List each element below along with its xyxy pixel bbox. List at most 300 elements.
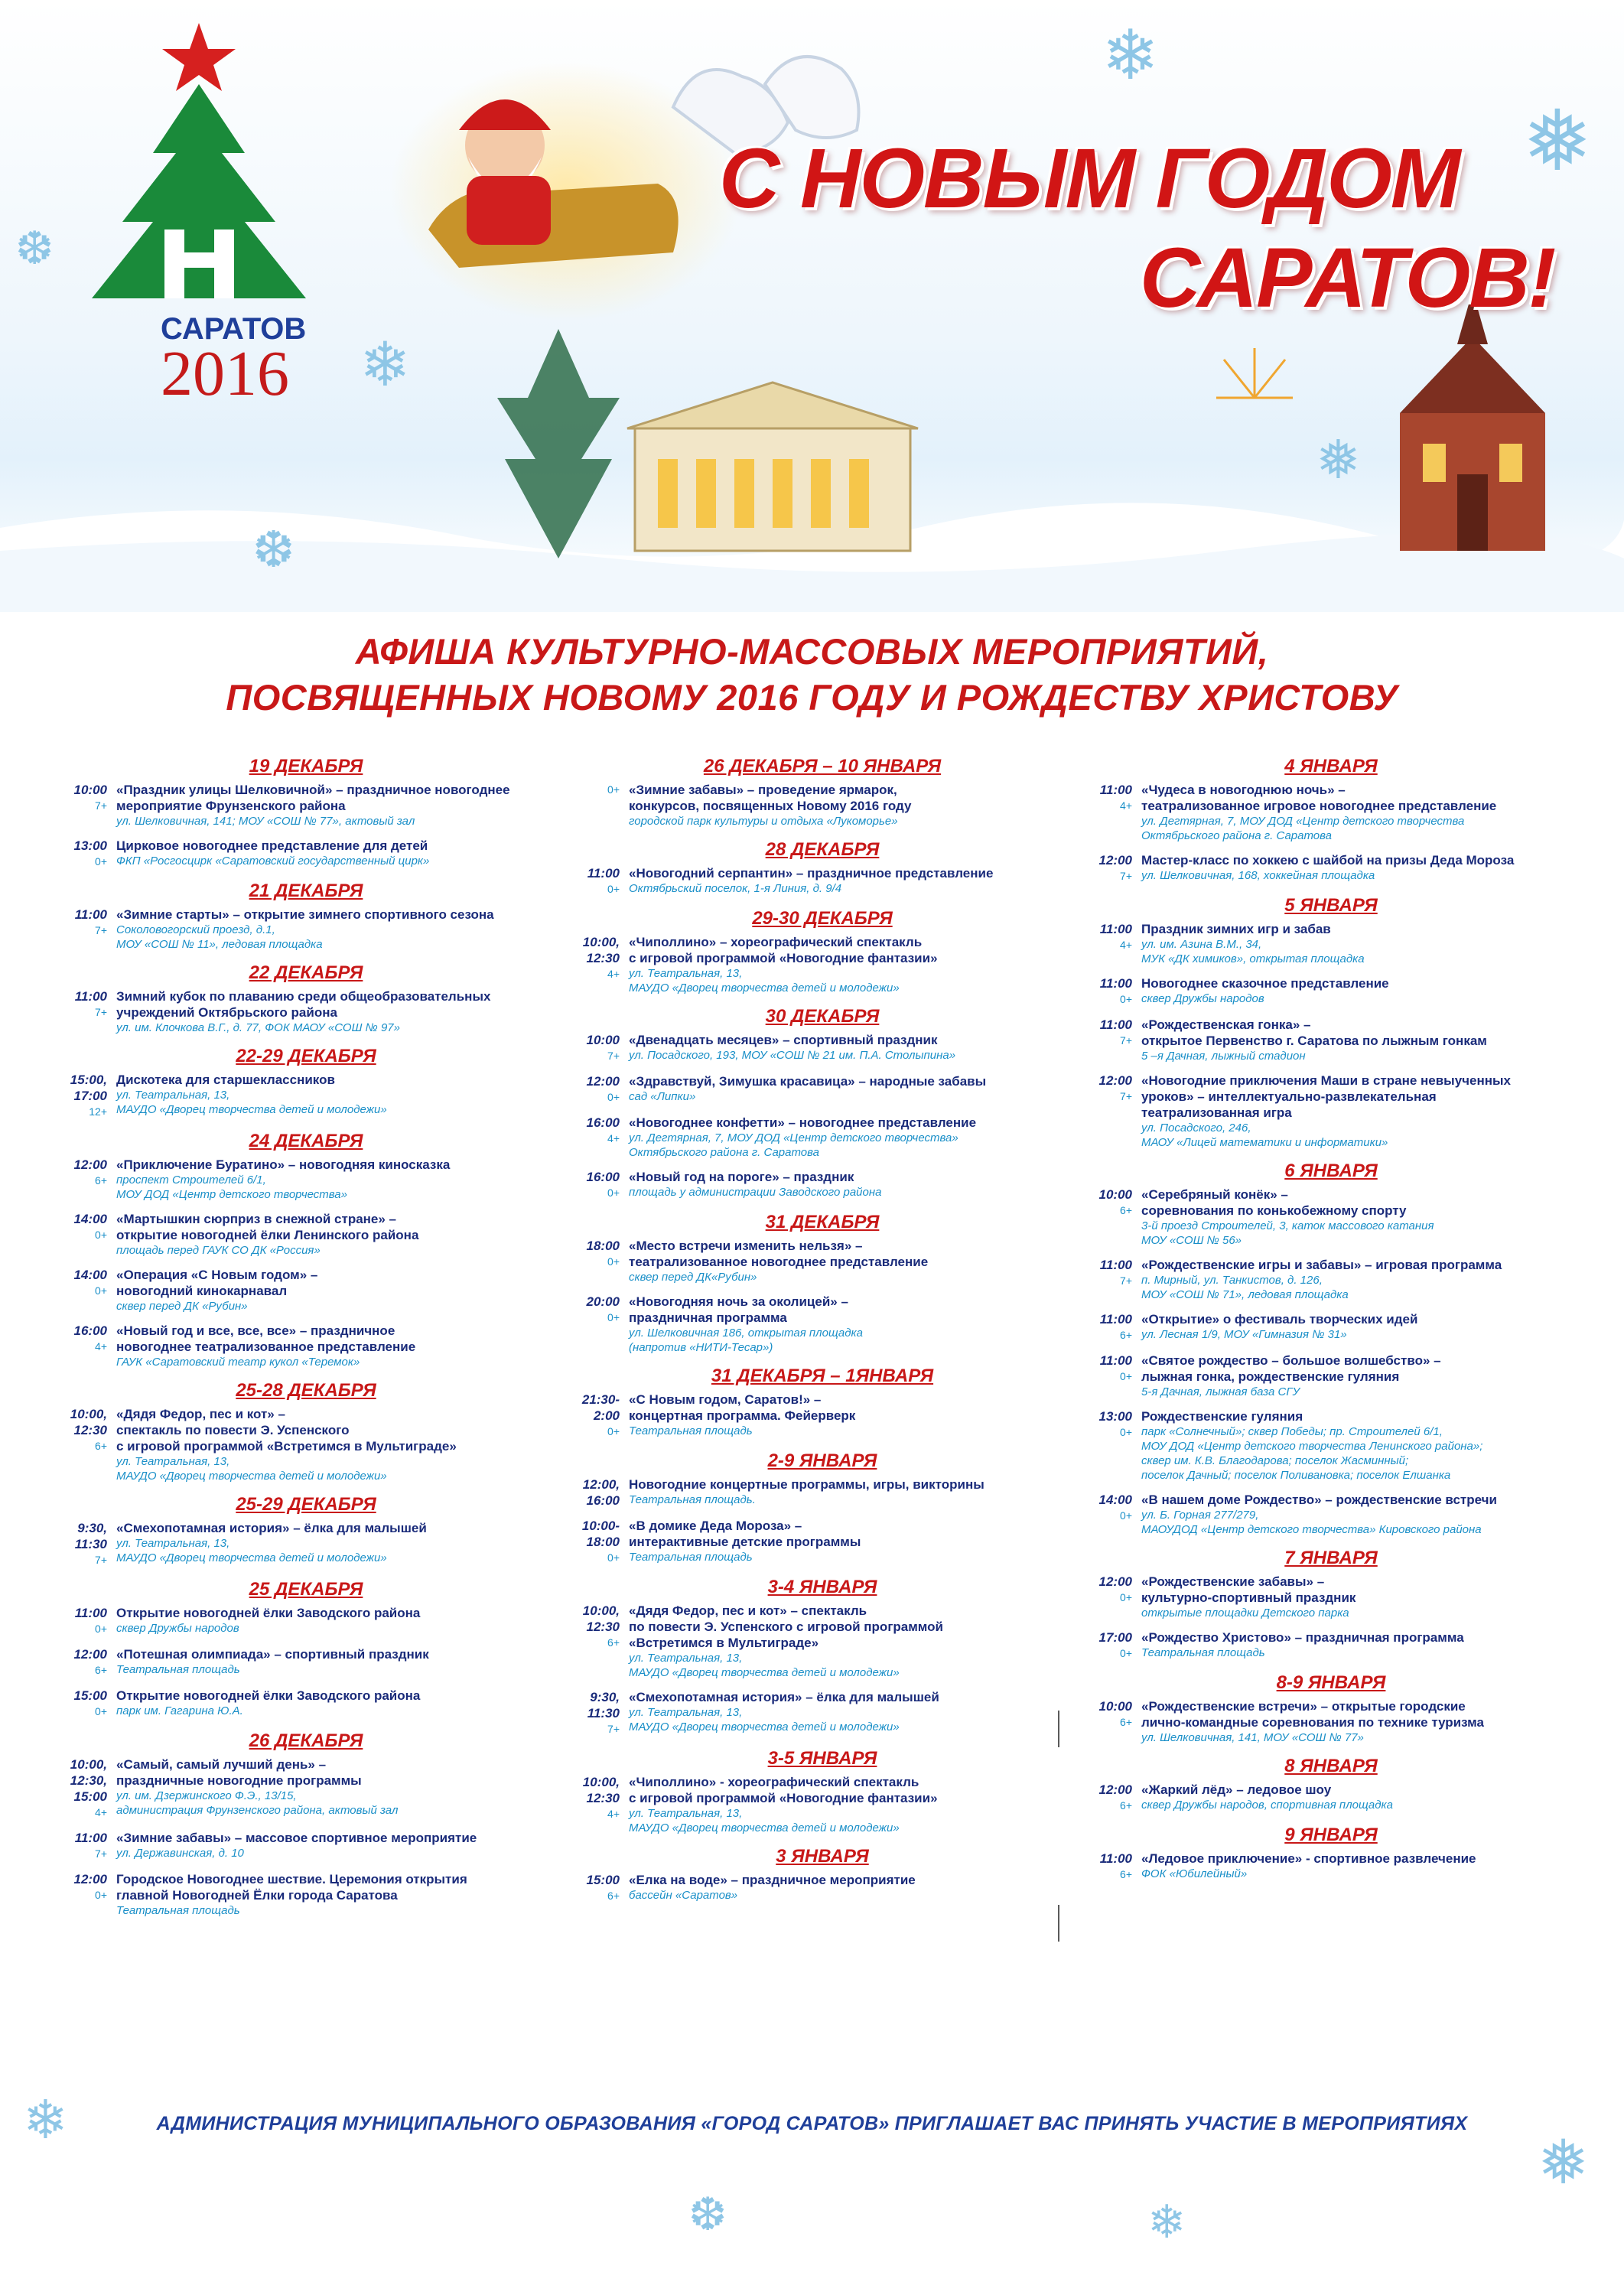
event-title: «Зимние забавы» – массовое спортивное мероприятие (116, 1831, 477, 1845)
event-title: «Приключение Буратино» – новогодняя киносказка (116, 1157, 451, 1172)
age-rating: 0+ (95, 1284, 107, 1297)
event-time: 10:00 (1098, 1187, 1132, 1202)
event-time-block (574, 1238, 629, 1284)
event-venue: ул. Театральная, 13, МАУДО «Дворец творчества детей и молодежи» (116, 1455, 387, 1483)
event-title: Зимний кубок по плаванию среди общеобразовательных учреждений Октябрьского района (116, 989, 491, 1020)
age-rating: 0+ (607, 1091, 620, 1103)
event-venue: 3-й проезд Строителей, 3, каток массового катания МОУ «СОШ № 56» (1141, 1219, 1434, 1247)
age-rating: 0+ (1120, 1370, 1132, 1382)
event-time-block (574, 782, 629, 828)
age-rating: 6+ (1120, 1716, 1132, 1728)
schedule-column-1 (61, 750, 551, 1927)
event-venue: ул. Лесная 1/9, МОУ «Гимназия № 31» (1141, 1328, 1347, 1341)
event-time-block (574, 1689, 629, 1737)
event-title: «Открытие» о фестиваль творческих идей (1141, 1312, 1418, 1327)
event-time: 11:00 (1099, 1353, 1132, 1368)
event-time-block (1086, 1311, 1141, 1343)
age-rating: 0+ (607, 883, 620, 895)
event-time: 12:00 (586, 1074, 620, 1089)
event-item (1086, 1629, 1576, 1662)
event-title: Открытие новогодней ёлки Заводского района (116, 1606, 421, 1620)
age-rating: 7+ (1120, 870, 1132, 882)
event-venue: сквер Дружбы народов (116, 1622, 239, 1635)
age-rating: 0+ (95, 855, 107, 868)
date-heading: 29-30 ДЕКАБРЯ (752, 908, 893, 929)
poster-title-line-2: ПОСВЯЩЕННЫХ НОВОМУ 2016 ГОДУ И РОЖДЕСТВУ ХРИСТОВУ (226, 677, 1398, 718)
event-title: Цирковое новогоднее представление для детей (116, 838, 428, 853)
event-time: 12:00 (1098, 1782, 1132, 1797)
age-rating: 0+ (1120, 1509, 1132, 1522)
event-item (61, 1688, 551, 1720)
event-item (1086, 1782, 1576, 1814)
age-rating: 6+ (607, 1636, 620, 1649)
event-time: 14:00 (73, 1268, 107, 1282)
event-venue: ул. Театральная, 13, МАУДО «Дворец творчества детей и молодежи» (629, 1706, 900, 1733)
snowflake-icon: ❄ (360, 329, 412, 400)
event-venue: ул. Державинская, д. 10 (116, 1847, 244, 1860)
event-item (574, 1872, 1071, 1904)
date-heading: 4 ЯНВАРЯ (1284, 756, 1378, 776)
event-venue: 5-я Дачная, лыжная база СГУ (1141, 1385, 1300, 1398)
schedule-column-2 (574, 750, 1071, 1913)
footer-invitation: АДМИНИСТРАЦИЯ МУНИЦИПАЛЬНОГО ОБРАЗОВАНИЯ «ГОРОД САРАТОВ» ПРИГЛАШАЕТ ВАС ПРИНЯТЬ УЧАСТИЕ В МЕРОПРИЯТИЯХ (156, 2113, 1468, 2134)
event-time-block (1086, 1698, 1141, 1745)
event-item (61, 1871, 551, 1918)
event-item (61, 838, 551, 870)
event-item (574, 1392, 1071, 1440)
age-rating: 6+ (95, 1440, 107, 1452)
event-venue: открытые площадки Детского парка (1141, 1606, 1349, 1620)
event-item (1086, 1492, 1576, 1537)
age-rating: 0+ (607, 783, 620, 796)
date-heading: 26 ДЕКАБРЯ (249, 1730, 363, 1751)
date-heading: 3 ЯНВАРЯ (776, 1846, 869, 1867)
snowflake-icon: ❆ (15, 222, 54, 275)
age-rating: 0+ (1120, 1647, 1132, 1659)
event-time-block (1086, 921, 1141, 966)
date-heading: 3-4 ЯНВАРЯ (767, 1577, 877, 1597)
event-item (574, 1603, 1071, 1680)
date-heading: 31 ДЕКАБРЯ – 1ЯНВАРЯ (711, 1366, 934, 1386)
event-time-block (574, 1476, 629, 1509)
event-time: 9:30, 11:30 (587, 1690, 620, 1720)
age-rating: 0+ (95, 1229, 107, 1241)
event-venue: проспект Строителей 6/1, МОУ ДОД «Центр детского творчества» (116, 1174, 347, 1201)
age-rating: 7+ (95, 1006, 107, 1018)
event-title: «Самый, самый лучший день» – праздничные новогодние программы (116, 1757, 362, 1788)
snowflake-icon: ❆ (252, 520, 295, 579)
event-time-block (574, 1073, 629, 1105)
snowflake-icon: ❆ (688, 2188, 727, 2241)
event-time: 10:00, 12:30 (582, 1603, 620, 1634)
date-heading: 22-29 ДЕКАБРЯ (236, 1046, 376, 1066)
snowflake-icon: ❅ (1316, 428, 1361, 491)
event-item (574, 1115, 1071, 1160)
greeting-line-1: С НОВЫМ ГОДОМ (719, 132, 1460, 226)
event-time-block (61, 1520, 116, 1568)
event-time-block (574, 865, 629, 897)
column-divider (1058, 1905, 1059, 1942)
event-item (574, 1032, 1071, 1064)
event-venue: п. Мирный, ул. Танкистов, д. 126, МОУ «СОШ № 71», ледовая площадка (1141, 1274, 1349, 1301)
event-time-block (574, 1294, 629, 1355)
event-item (61, 1646, 551, 1678)
event-time-block (1086, 1851, 1141, 1883)
age-rating: 0+ (1120, 1591, 1132, 1603)
event-title: «Новый год и все, все, все» – праздничное новогоднее театрализованное представление (116, 1323, 416, 1354)
event-time: 11:00 (587, 866, 620, 881)
event-time-block (61, 1267, 116, 1314)
event-time-block (61, 1756, 116, 1821)
event-time-block (61, 907, 116, 952)
event-time: 16:00 (586, 1115, 620, 1130)
event-time-block (574, 1774, 629, 1835)
event-time: 15:00 (73, 1688, 107, 1703)
event-title: «Зимние забавы» – проведение ярмарок, конкурсов, посвященных Новому 2016 году (629, 783, 912, 813)
event-item (61, 1211, 551, 1258)
event-time-block (1086, 782, 1141, 843)
age-rating: 0+ (607, 1255, 620, 1268)
event-time: 11:00 (1099, 1017, 1132, 1032)
event-title: «Новогодняя ночь за околицей» – праздничная программа (629, 1294, 848, 1325)
event-title: «Место встречи изменить нельзя» – театрализованное новогоднее представление (629, 1239, 929, 1269)
event-item (574, 1476, 1071, 1509)
age-rating: 7+ (95, 1554, 107, 1566)
event-title: «Операция «С Новым годом» – новогодний кинокарнавал (116, 1268, 318, 1298)
age-rating: 0+ (607, 1551, 620, 1564)
date-heading: 5 ЯНВАРЯ (1284, 895, 1378, 916)
event-venue: ул. им. Азина В.М., 34, МУК «ДК химиков», открытая площадка (1141, 938, 1365, 965)
event-time-block (1086, 1782, 1141, 1814)
event-time: 11:00 (1099, 976, 1132, 991)
event-venue: ул. Дегтярная, 7, МОУ ДОД «Центр детского творчества Октябрьского района г. Саратова (1141, 815, 1465, 842)
event-venue: площадь у администрации Заводского района (629, 1186, 882, 1199)
event-venue: Октябрьский поселок, 1-я Линия, д. 9/4 (629, 882, 842, 895)
age-rating: 7+ (607, 1723, 620, 1735)
event-time: 18:00 (586, 1239, 620, 1253)
event-time-block (61, 1871, 116, 1918)
event-time-block (574, 1872, 629, 1904)
event-item (574, 1073, 1071, 1105)
event-item (574, 1774, 1071, 1835)
age-rating: 7+ (95, 1847, 107, 1860)
event-item (1086, 1017, 1576, 1063)
age-rating: 0+ (607, 1425, 620, 1437)
date-heading: 8 ЯНВАРЯ (1284, 1756, 1378, 1776)
date-heading: 25-29 ДЕКАБРЯ (236, 1494, 376, 1515)
event-venue: ул. Дегтярная, 7, МОУ ДОД «Центр детского творчества» Октябрьского района г. Саратова (629, 1131, 958, 1159)
event-time: 11:00 (1099, 1851, 1132, 1866)
event-item (574, 934, 1071, 995)
event-time: 10:00, 12:30, 15:00 (70, 1757, 107, 1804)
event-item (1086, 921, 1576, 966)
age-rating: 0+ (95, 1705, 107, 1717)
event-time-block (61, 1211, 116, 1258)
event-time: 9:30, 11:30 (74, 1521, 107, 1551)
event-venue: Театральная площадь. (629, 1493, 756, 1506)
event-time-block (61, 1157, 116, 1202)
event-title: Городское Новогоднее шествие. Церемония открытия главной Новогодней Ёлки города Саратова (116, 1872, 467, 1903)
event-venue: Театральная площадь (1141, 1646, 1265, 1659)
event-item (1086, 852, 1576, 884)
event-venue: ул. им. Клочкова В.Г., д. 77, ФОК МАОУ «СОШ № 97» (116, 1021, 400, 1034)
event-title: «Потешная олимпиада» – спортивный праздник (116, 1647, 429, 1662)
event-time: 10:00, 12:30 (70, 1407, 107, 1437)
age-rating: 4+ (607, 1132, 620, 1144)
event-title: «Смехопотамная история» – ёлка для малышей (629, 1690, 939, 1704)
event-time-block (61, 1830, 116, 1862)
age-rating: 0+ (95, 1889, 107, 1901)
event-time-block (61, 1605, 116, 1637)
event-venue: сквер Дружбы народов (1141, 992, 1264, 1005)
age-rating: 0+ (1120, 993, 1132, 1005)
greeting-line-2: САРАТОВ! (1140, 231, 1555, 325)
schedule-column-3 (1086, 750, 1576, 1892)
event-time-block (574, 1603, 629, 1680)
event-item (1086, 975, 1576, 1008)
event-time-block (1086, 1257, 1141, 1302)
event-time: 11:00 (74, 1831, 107, 1845)
event-item (574, 1169, 1071, 1201)
date-heading: 24 ДЕКАБРЯ (249, 1131, 363, 1151)
age-rating: 4+ (1120, 939, 1132, 951)
event-title: «В нашем доме Рождество» – рождественские встречи (1141, 1493, 1497, 1507)
event-title: «Святое рождество – большое волшебство» – лыжная гонка, рождественские гуляния (1141, 1353, 1441, 1384)
event-time-block (1086, 1187, 1141, 1248)
age-rating: 6+ (607, 1890, 620, 1902)
event-venue: сквер перед ДК«Рубин» (629, 1271, 757, 1284)
event-title: Праздник зимних игр и забав (1141, 922, 1331, 936)
event-time: 11:00 (1099, 1258, 1132, 1272)
event-venue: ул. Шелковичная 186, открытая площадка (напротив «НИТИ-Тесар») (629, 1327, 863, 1354)
snowflake-icon: ❅ (1538, 2127, 1590, 2198)
column-divider (1058, 1711, 1059, 1747)
event-title: «Зимние старты» – открытие зимнего спортивного сезона (116, 907, 494, 922)
date-heading: 3-5 ЯНВАРЯ (767, 1748, 877, 1769)
event-venue: ул. Посадского, 246, МАОУ «Лицей математики и информатики» (1141, 1121, 1388, 1149)
event-title: «Дядя Федор, пес и кот» – спектакль по повести Э. Успенского с игровой программой «Встретимся в Мультиграде» (116, 1407, 457, 1454)
event-time-block (574, 1392, 629, 1440)
event-time-block (61, 1406, 116, 1483)
event-venue: бассейн «Саратов» (629, 1889, 738, 1902)
event-venue: ул. Театральная, 13, МАУДО «Дворец творчества детей и молодежи» (629, 1807, 900, 1834)
date-heading: 2-9 ЯНВАРЯ (767, 1450, 877, 1471)
event-title: «Рождественская гонка» – открытое Первенство г. Саратова по лыжным гонкам (1141, 1017, 1487, 1048)
red-star-icon (162, 23, 236, 91)
event-title: Мастер-класс по хоккею с шайбой на призы Деда Мороза (1141, 853, 1515, 868)
event-title: Рождественские гуляния (1141, 1409, 1303, 1424)
event-venue: ГАУК «Саратовский театр кукол «Теремок» (116, 1356, 360, 1369)
event-title: «Чиполлино» – хореографический спектакль с игровой программой «Новогодние фантазии» (629, 935, 938, 965)
event-title: «Здравствуй, Зимушка красавица» – народные забавы (629, 1074, 987, 1089)
event-item (574, 1238, 1071, 1284)
event-time-block (1086, 1492, 1141, 1537)
event-venue: ФОК «Юбилейный» (1141, 1867, 1248, 1880)
event-title: «Серебряный конёк» – соревнования по конькобежному спорту (1141, 1187, 1407, 1218)
event-time-block (1086, 1017, 1141, 1063)
event-item (61, 1605, 551, 1637)
event-item (61, 1157, 551, 1202)
age-rating: 4+ (607, 968, 620, 980)
event-title: «Праздник улицы Шелковичной» – праздничное новогоднее мероприятие Фрунзенского района (116, 783, 510, 813)
event-venue: Театральная площадь (116, 1904, 240, 1917)
age-rating: 7+ (1120, 1034, 1132, 1047)
event-item (61, 988, 551, 1035)
age-rating: 0+ (1120, 1426, 1132, 1438)
date-heading: 30 ДЕКАБРЯ (765, 1006, 880, 1027)
event-title: «Дядя Федор, пес и кот» – спектакль по повести Э. Успенского с игровой программой «Встретимся в Мультиграде» (629, 1603, 943, 1650)
event-item (1086, 1187, 1576, 1248)
event-title: «Рождественские забавы» – культурно-спортивный праздник (1141, 1574, 1356, 1605)
event-time: 14:00 (1098, 1493, 1132, 1507)
age-rating: 4+ (607, 1808, 620, 1820)
event-title: Дискотека для старшеклассников (116, 1073, 335, 1087)
event-time: 11:00 (74, 1606, 107, 1620)
event-time: 10:00, 12:30 (582, 1775, 620, 1805)
event-time-block (574, 1169, 629, 1201)
snowflake-icon: ❄ (1102, 15, 1160, 96)
event-venue: сад «Липки» (629, 1090, 696, 1103)
event-item (1086, 1073, 1576, 1150)
event-time: 10:00 (73, 783, 107, 797)
event-time: 11:00 (74, 989, 107, 1004)
fireworks-illustration (1216, 348, 1293, 398)
event-item (1086, 1257, 1576, 1302)
city-logo (46, 23, 337, 409)
age-rating: 7+ (607, 1050, 620, 1062)
age-rating: 6+ (1120, 1799, 1132, 1812)
age-rating: 6+ (1120, 1868, 1132, 1880)
event-venue: ул. Б. Горная 277/279, МАОУДОД «Центр детского творчества» Кировского района (1141, 1509, 1482, 1536)
age-rating: 4+ (1120, 799, 1132, 812)
event-title: Новогодние концертные программы, игры, викторины (629, 1477, 984, 1492)
date-heading: 19 ДЕКАБРЯ (249, 756, 363, 776)
event-item (61, 907, 551, 952)
age-rating: 6+ (95, 1664, 107, 1676)
event-time-block (61, 1646, 116, 1678)
event-venue: Театральная площадь (629, 1424, 753, 1437)
date-heading: 6 ЯНВАРЯ (1284, 1161, 1378, 1181)
event-item (574, 1294, 1071, 1355)
event-time: 10:00, 12:30 (582, 935, 620, 965)
date-heading: 21 ДЕКАБРЯ (249, 881, 363, 901)
event-time-block (61, 838, 116, 870)
date-heading: 22 ДЕКАБРЯ (249, 962, 363, 983)
date-heading: 26 ДЕКАБРЯ – 10 ЯНВАРЯ (703, 756, 942, 776)
snowflake-icon: ❅ (1522, 92, 1593, 190)
event-item (1086, 1408, 1576, 1483)
event-item (574, 1518, 1071, 1566)
event-time: 11:00 (74, 907, 107, 922)
event-item (1086, 1851, 1576, 1883)
event-time: 16:00 (586, 1170, 620, 1184)
event-title: «Новый год на пороге» – праздник (629, 1170, 854, 1184)
event-title: «Рождественские встречи» – открытые городские лично-командные соревнования по технике туризма (1141, 1699, 1484, 1730)
age-rating: 6+ (95, 1174, 107, 1187)
event-item (574, 865, 1071, 897)
age-rating: 7+ (95, 924, 107, 936)
event-time: 10:00 (1098, 1699, 1132, 1714)
event-item (61, 1406, 551, 1483)
event-time-block (1086, 1629, 1141, 1662)
theatre-building-illustration (627, 382, 918, 551)
event-item (61, 782, 551, 828)
date-heading: 28 ДЕКАБРЯ (765, 839, 880, 860)
date-heading: 31 ДЕКАБРЯ (765, 1212, 880, 1232)
event-time-block (61, 1072, 116, 1120)
event-title: «Жаркий лёд» – ледовое шоу (1141, 1782, 1332, 1797)
event-title: «Новогодний серпантин» – праздничное представление (629, 866, 994, 881)
date-heading: 25 ДЕКАБРЯ (249, 1579, 363, 1600)
event-item (1086, 1698, 1576, 1745)
event-time-block (574, 1115, 629, 1160)
event-item (61, 1267, 551, 1314)
event-venue: Соколовогорский проезд, д.1, МОУ «СОШ № 11», ледовая площадка (116, 923, 323, 951)
event-venue: 5 –я Дачная, лыжный стадион (1141, 1050, 1306, 1063)
age-rating: 7+ (95, 799, 107, 812)
event-time-block (574, 1032, 629, 1064)
event-time: 13:00 (1098, 1409, 1132, 1424)
event-venue: сквер Дружбы народов, спортивная площадка (1141, 1799, 1393, 1812)
event-venue: ул. Театральная, 13, МАУДО «Дворец творчества детей и молодежи» (629, 967, 900, 994)
date-heading: 25-28 ДЕКАБРЯ (236, 1380, 376, 1401)
event-item (61, 1830, 551, 1862)
logo-city-name: САРАТОВ (161, 312, 307, 346)
event-item (574, 782, 1071, 828)
poster-title-line-1: АФИША КУЛЬТУРНО-МАССОВЫХ МЕРОПРИЯТИЙ, (355, 631, 1269, 672)
date-heading: 8-9 ЯНВАРЯ (1276, 1672, 1386, 1693)
event-time-block (1086, 1574, 1141, 1620)
event-title: «Новогодние приключения Маши в стране невыученных уроков» – интеллектуально-развлекательная театрализованная игра (1141, 1073, 1511, 1120)
event-item (1086, 782, 1576, 843)
event-time-block (1086, 852, 1141, 884)
event-item (61, 1756, 551, 1821)
age-rating: 7+ (1120, 1090, 1132, 1102)
event-time: 12:00 (73, 1647, 107, 1662)
event-time-block (1086, 1073, 1141, 1150)
event-time: 11:00 (1099, 1312, 1132, 1327)
age-rating: 0+ (607, 1311, 620, 1323)
event-time-block (61, 782, 116, 828)
event-venue: парк им. Гагарина Ю.А. (116, 1704, 243, 1717)
event-time: 15:00 (586, 1873, 620, 1887)
event-item (574, 1689, 1071, 1737)
conservatory-building-illustration (1400, 291, 1545, 551)
age-rating: 6+ (1120, 1329, 1132, 1341)
age-rating: 4+ (95, 1340, 107, 1353)
christmas-tree-logo-icon (46, 23, 337, 344)
event-venue: площадь перед ГАУК СО ДК «Россия» (116, 1244, 321, 1257)
event-item (61, 1520, 551, 1568)
event-title: «Елка на воде» – праздничное мероприятие (629, 1873, 916, 1887)
event-time: 20:00 (586, 1294, 620, 1309)
event-time: 10:00- 18:00 (581, 1519, 620, 1549)
event-title: «Двенадцать месяцев» – спортивный праздник (629, 1033, 938, 1047)
event-time: 15:00, 17:00 (70, 1073, 107, 1103)
event-venue: ул. Шелковичная, 168, хоккейная площадка (1141, 869, 1375, 882)
date-heading: 7 ЯНВАРЯ (1284, 1548, 1378, 1568)
event-item (61, 1323, 551, 1369)
event-time-block (1086, 1353, 1141, 1399)
event-time-block (61, 1323, 116, 1369)
event-item (1086, 1353, 1576, 1399)
event-time: 12:00 (73, 1157, 107, 1172)
event-venue: ул. Посадского, 193, МОУ «СОШ № 21 им. П.А. Столыпина» (629, 1049, 956, 1062)
event-item (1086, 1574, 1576, 1620)
event-venue: сквер перед ДК «Рубин» (116, 1300, 248, 1313)
event-time: 11:00 (1099, 922, 1132, 936)
age-rating: 0+ (95, 1623, 107, 1635)
